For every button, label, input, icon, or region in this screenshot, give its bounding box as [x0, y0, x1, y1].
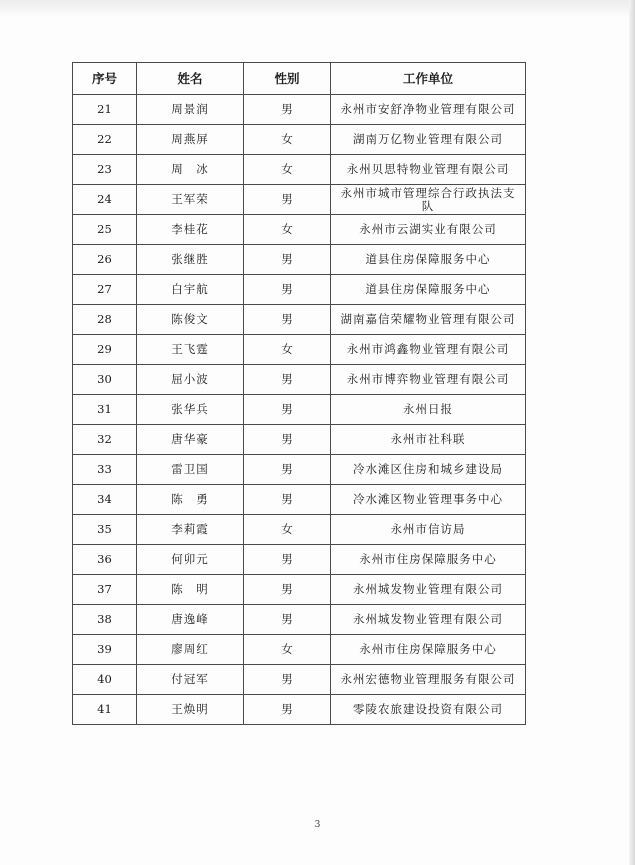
cell-name: 王飞霆 [137, 335, 244, 365]
cell-number: 27 [73, 275, 137, 305]
cell-gender: 男 [244, 485, 331, 515]
cell-gender: 男 [244, 395, 331, 425]
cell-work-unit: 冷水滩区住房和城乡建设局 [331, 455, 526, 485]
cell-work-unit: 冷水滩区物业管理事务中心 [331, 485, 526, 515]
cell-gender: 男 [244, 305, 331, 335]
cell-work-unit: 永州城发物业管理有限公司 [331, 575, 526, 605]
cell-number: 23 [73, 155, 137, 185]
cell-name: 王焕明 [137, 695, 244, 725]
cell-work-unit: 湖南嘉信荣耀物业管理有限公司 [331, 305, 526, 335]
cell-name: 张继胜 [137, 245, 244, 275]
cell-gender: 男 [244, 575, 331, 605]
cell-work-unit: 永州日报 [331, 395, 526, 425]
table-row [73, 545, 526, 575]
cell-number: 24 [73, 185, 137, 215]
header-number: 序号 [73, 63, 137, 95]
table-row [73, 605, 526, 635]
cell-number: 31 [73, 395, 137, 425]
table-row [73, 635, 526, 665]
cell-number: 33 [73, 455, 137, 485]
cell-name: 屈小波 [137, 365, 244, 395]
table-row [73, 275, 526, 305]
cell-name: 何卯元 [137, 545, 244, 575]
table-row [73, 365, 526, 395]
cell-gender: 男 [244, 245, 331, 275]
header-gender: 性别 [244, 63, 331, 95]
cell-number: 35 [73, 515, 137, 545]
cell-work-unit: 永州贝思特物业管理有限公司 [331, 155, 526, 185]
cell-number: 22 [73, 125, 137, 155]
cell-work-unit: 永州市信访局 [331, 515, 526, 545]
cell-number: 41 [73, 695, 137, 725]
cell-gender: 男 [244, 185, 331, 215]
cell-name: 唐华豪 [137, 425, 244, 455]
cell-number: 25 [73, 215, 137, 245]
cell-work-unit: 零陵农旅建设投资有限公司 [331, 695, 526, 725]
cell-number: 36 [73, 545, 137, 575]
table-row [73, 95, 526, 125]
cell-work-unit: 永州市鸿鑫物业管理有限公司 [331, 335, 526, 365]
cell-gender: 男 [244, 545, 331, 575]
scan-shadow-right [629, 0, 635, 865]
table-row [73, 395, 526, 425]
cell-number: 26 [73, 245, 137, 275]
cell-work-unit: 永州市云湖实业有限公司 [331, 215, 526, 245]
cell-work-unit: 永州市博弈物业管理有限公司 [331, 365, 526, 395]
cell-name: 周 冰 [137, 155, 244, 185]
cell-work-unit: 道县住房保障服务中心 [331, 275, 526, 305]
cell-work-unit: 永州市社科联 [331, 425, 526, 455]
cell-gender: 男 [244, 605, 331, 635]
cell-name: 廖周红 [137, 635, 244, 665]
table-row [73, 125, 526, 155]
cell-work-unit: 永州宏德物业管理服务有限公司 [331, 665, 526, 695]
table-row [73, 305, 526, 335]
cell-number: 32 [73, 425, 137, 455]
cell-gender: 女 [244, 215, 331, 245]
header-work-unit: 工作单位 [331, 63, 526, 95]
cell-work-unit: 湖南万亿物业管理有限公司 [331, 125, 526, 155]
table-body [73, 95, 526, 725]
cell-name: 周景润 [137, 95, 244, 125]
cell-gender: 男 [244, 425, 331, 455]
table-row [73, 335, 526, 365]
cell-number: 40 [73, 665, 137, 695]
cell-name: 李莉霞 [137, 515, 244, 545]
cell-number: 38 [73, 605, 137, 635]
cell-number: 28 [73, 305, 137, 335]
cell-number: 21 [73, 95, 137, 125]
cell-gender: 女 [244, 635, 331, 665]
table-row [73, 485, 526, 515]
cell-work-unit: 永州市住房保障服务中心 [331, 635, 526, 665]
cell-name: 白宇航 [137, 275, 244, 305]
cell-name: 雷卫国 [137, 455, 244, 485]
scan-shadow-top [0, 0, 635, 18]
cell-gender: 女 [244, 515, 331, 545]
table-row [73, 455, 526, 485]
cell-gender: 男 [244, 695, 331, 725]
page-number: 3 [314, 820, 321, 830]
cell-name: 付冠军 [137, 665, 244, 695]
cell-work-unit: 道县住房保障服务中心 [331, 245, 526, 275]
cell-gender: 男 [244, 665, 331, 695]
roster-table [72, 62, 526, 725]
cell-number: 34 [73, 485, 137, 515]
cell-name: 陈俊文 [137, 305, 244, 335]
cell-number: 29 [73, 335, 137, 365]
cell-number: 39 [73, 635, 137, 665]
cell-work-unit: 永州市城市管理综合行政执法支队 [331, 185, 526, 215]
cell-name: 陈 明 [137, 575, 244, 605]
cell-gender: 女 [244, 335, 331, 365]
cell-gender: 女 [244, 125, 331, 155]
cell-gender: 男 [244, 275, 331, 305]
table-row [73, 425, 526, 455]
cell-gender: 男 [244, 365, 331, 395]
cell-name: 陈 勇 [137, 485, 244, 515]
cell-name: 张华兵 [137, 395, 244, 425]
cell-work-unit: 永州市安舒净物业管理有限公司 [331, 95, 526, 125]
table-row [73, 245, 526, 275]
cell-gender: 男 [244, 95, 331, 125]
table-row [73, 575, 526, 605]
cell-name: 唐逸峰 [137, 605, 244, 635]
table-row [73, 215, 526, 245]
cell-name: 周燕屏 [137, 125, 244, 155]
table-row [73, 185, 526, 215]
table-row [73, 155, 526, 185]
cell-gender: 男 [244, 455, 331, 485]
cell-gender: 女 [244, 155, 331, 185]
table-header-row [73, 63, 526, 95]
cell-work-unit: 永州城发物业管理有限公司 [331, 605, 526, 635]
table-row [73, 665, 526, 695]
cell-name: 李桂花 [137, 215, 244, 245]
cell-name: 王军荣 [137, 185, 244, 215]
table-row [73, 515, 526, 545]
cell-work-unit: 永州市住房保障服务中心 [331, 545, 526, 575]
header-name: 姓名 [137, 63, 244, 95]
cell-number: 37 [73, 575, 137, 605]
table-row [73, 695, 526, 725]
cell-number: 30 [73, 365, 137, 395]
